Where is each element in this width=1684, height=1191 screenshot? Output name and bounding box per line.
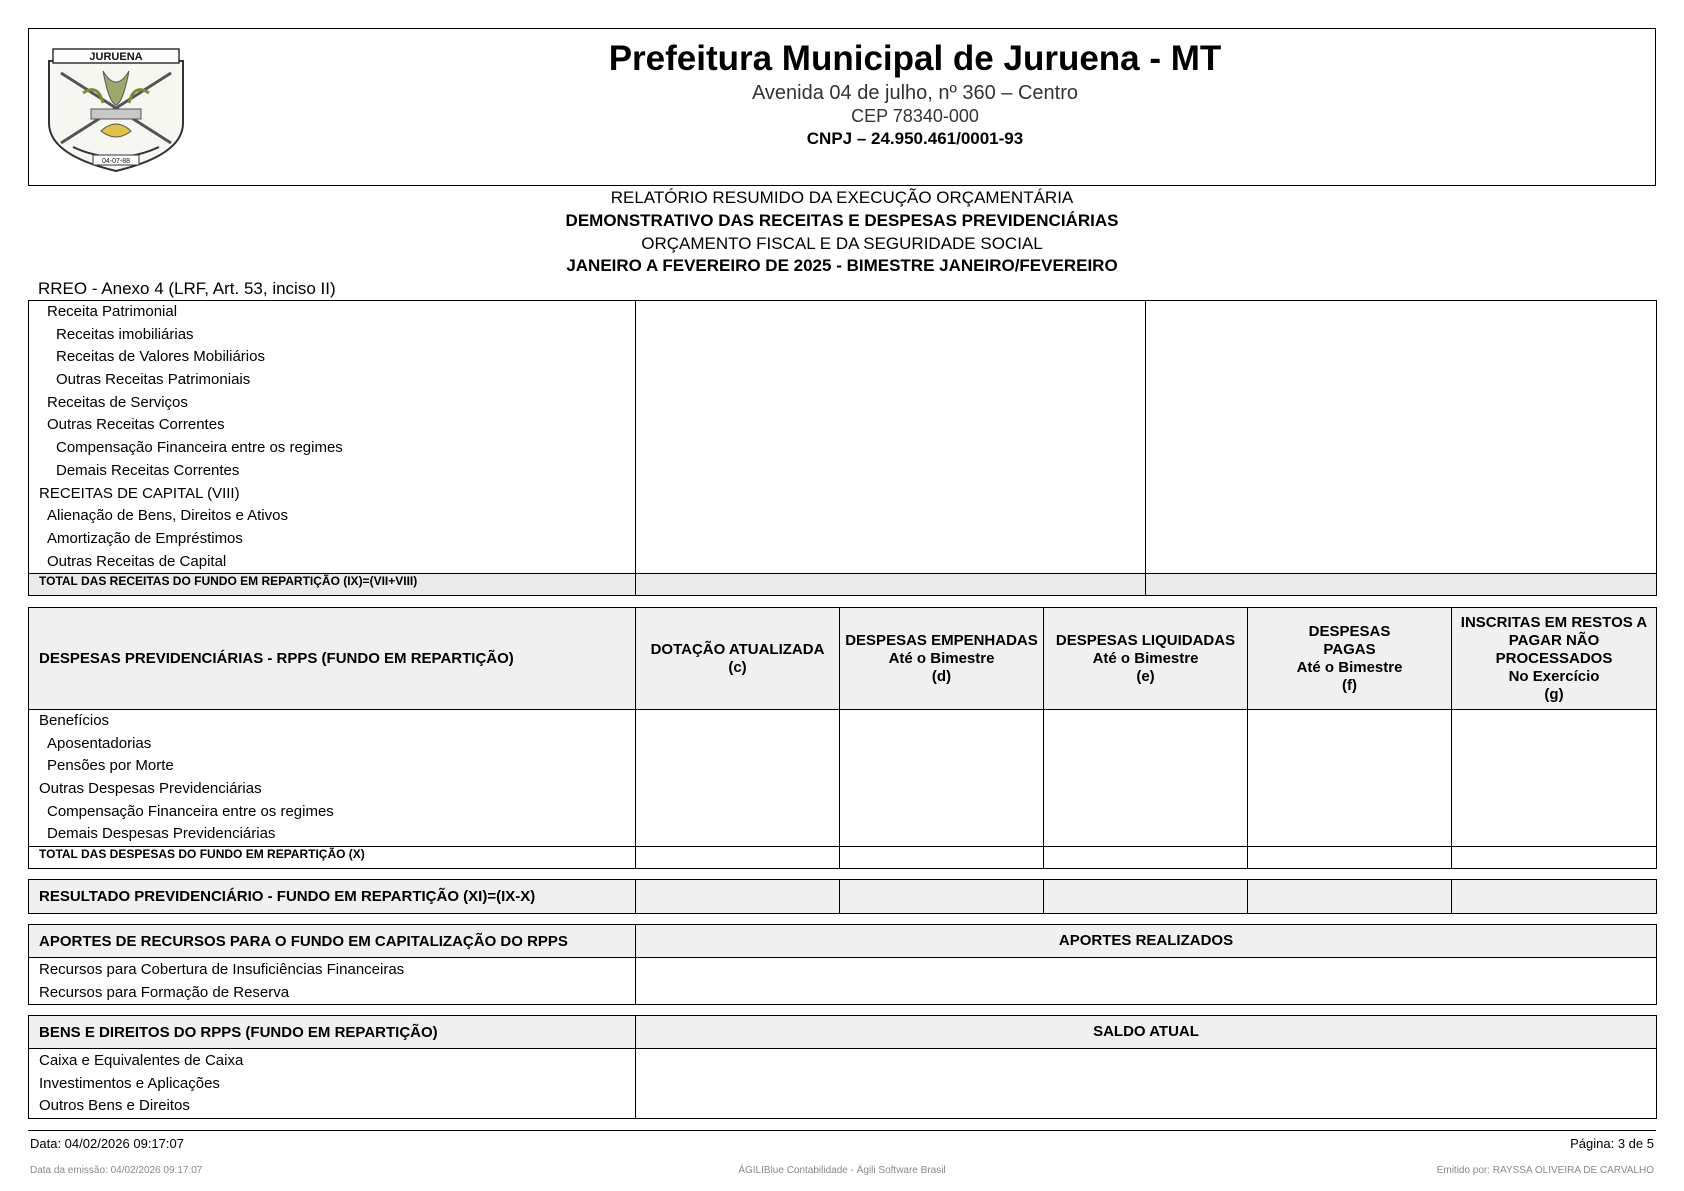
footer-date: Data: 04/02/2026 09:17:07 — [30, 1136, 184, 1151]
bens-label-cell — [29, 1049, 636, 1119]
aportes-row-cobertura: Recursos para Cobertura de Insuficiências Financeiras — [39, 961, 405, 978]
receitas-row: Receitas de Valores Mobiliários — [56, 348, 265, 366]
header-box — [28, 28, 1656, 186]
despesas-table — [28, 607, 1657, 869]
resultado-label: RESULTADO PREVIDENCIÁRIO - FUNDO EM REPARTIÇÃO (XI)=(IX-X) — [29, 880, 636, 914]
receitas-row: Receita Patrimonial — [47, 303, 178, 320]
report-title-line-3: ORÇAMENTO FISCAL E DA SEGURIDADE SOCIAL — [641, 234, 1043, 253]
logo-date: 04-07-88 — [101, 158, 131, 165]
municipality-name: Prefeitura Municipal de Juruena - MT — [608, 39, 1222, 78]
receitas-row: Outras Receitas Patrimoniais — [56, 371, 251, 389]
bens-value-cell — [636, 1049, 1657, 1119]
logo-text: JURUENA — [89, 51, 143, 63]
report-title-line-1: RELATÓRIO RESUMIDO DA EXECUÇÃO ORÇAMENTÁRIA — [610, 188, 1074, 207]
despesas-label-cell — [29, 710, 636, 847]
bens-row-investimentos: Investimentos e Aplicações — [39, 1074, 220, 1092]
despesas-row: Compensação Financeira entre os regimes — [47, 802, 334, 820]
bens-table — [28, 1015, 1657, 1119]
receitas-total-value-1 — [636, 574, 1146, 596]
despesas-row: Outras Despesas Previdenciárias — [39, 780, 262, 798]
col-restos-a-pagar: INSCRITAS EM RESTOS A PAGAR NÃO PROCESSADOS No Exercício (g) — [1452, 608, 1657, 710]
footer-issued-by: Emitido por: RAYSSA OLIVEIRA DE CARVALHO — [1436, 1165, 1654, 1176]
despesas-body-row — [29, 710, 1657, 847]
receitas-row: Amortização de Empréstimos — [47, 529, 243, 547]
aportes-row-reserva: Recursos para Formação de Reserva — [39, 983, 290, 1001]
receitas-row: Compensação Financeira entre os regimes — [56, 439, 343, 457]
despesas-header-row — [29, 608, 1657, 710]
report-title-line-4: JANEIRO A FEVEREIRO DE 2025 - BIMESTRE JANEIRO/FEVEREIRO — [566, 256, 1118, 275]
cnpj: CNPJ – 24.950.461/0001-93 — [806, 129, 1024, 148]
receitas-row: Outras Receitas de Capital — [47, 552, 227, 570]
receitas-rows — [29, 301, 635, 573]
despesas-header-label: DESPESAS PREVIDENCIÁRIAS - RPPS (FUNDO EM REPARTIÇÃO) — [29, 608, 636, 710]
bens-row-caixa: Caixa e Equivalentes de Caixa — [39, 1052, 244, 1069]
col-dotacao-atualizada: DOTAÇÃO ATUALIZADA (c) — [636, 608, 840, 710]
anexo-label: RREO - Anexo 4 (LRF, Art. 53, inciso II) — [38, 279, 336, 298]
receitas-label-cell — [29, 301, 636, 574]
aportes-label-cell — [29, 958, 636, 1005]
receitas-row: Receitas imobiliárias — [56, 325, 194, 343]
despesas-row: Demais Despesas Previdenciárias — [47, 825, 276, 843]
despesas-value-c — [636, 710, 840, 847]
receitas-total-label: TOTAL DAS RECEITAS DO FUNDO EM REPARTIÇÃO (IX)=(VII+VIII) — [29, 574, 636, 596]
footer-page-number: Página: 3 de 5 — [1570, 1136, 1654, 1151]
col-despesas-empenhadas: DESPESAS EMPENHADAS Até o Bimestre (d) — [840, 608, 1044, 710]
col-aportes-realizados: APORTES REALIZADOS — [636, 925, 1657, 958]
despesas-row: Pensões por Morte — [47, 757, 174, 775]
receitas-value-cell-1 — [636, 301, 1146, 574]
despesas-row: Benefícios — [39, 712, 110, 729]
resultado-table — [28, 879, 1657, 914]
col-saldo-atual: SALDO ATUAL — [636, 1016, 1657, 1049]
aportes-table — [28, 924, 1657, 1005]
aportes-value-cell — [636, 958, 1657, 1005]
despesas-row: Aposentadorias — [47, 734, 152, 752]
despesas-value-g — [1452, 710, 1657, 847]
bens-row-outros: Outros Bens e Direitos — [39, 1097, 190, 1115]
footer-emission-date: Data da emissão: 04/02/2026 09:17:07 — [30, 1165, 203, 1176]
despesas-value-d — [840, 710, 1044, 847]
despesas-total-label: TOTAL DAS DESPESAS DO FUNDO EM REPARTIÇÃO (X) — [29, 847, 636, 869]
receitas-total-row — [29, 574, 1657, 596]
col-despesas-pagas: DESPESAS PAGAS Até o Bimestre (f) — [1248, 608, 1452, 710]
footer-software: ÁGILIBlue Contabilidade - Ágili Software Brasil — [738, 1165, 946, 1176]
despesas-rows — [29, 710, 635, 846]
receitas-value-cell-2 — [1146, 301, 1657, 574]
report-title-line-2: DEMONSTRATIVO DAS RECEITAS E DESPESAS PREVIDENCIÁRIAS — [565, 211, 1119, 230]
receitas-row: Receitas de Serviços — [47, 393, 188, 411]
col-despesas-liquidadas: DESPESAS LIQUIDADAS Até o Bimestre (e) — [1044, 608, 1248, 710]
receitas-row: Demais Receitas Correntes — [56, 461, 240, 479]
cep: CEP 78340-000 — [851, 106, 979, 126]
address: Avenida 04 de julho, nº 360 – Centro — [751, 82, 1079, 104]
receitas-total-value-2 — [1146, 574, 1657, 596]
despesas-value-e — [1044, 710, 1248, 847]
despesas-value-f — [1248, 710, 1452, 847]
receitas-table — [28, 300, 1657, 596]
bens-header-label: BENS E DIREITOS DO RPPS (FUNDO EM REPARTIÇÃO) — [29, 1016, 636, 1049]
receitas-row: Alienação de Bens, Direitos e Ativos — [47, 507, 288, 525]
despesas-total-row — [29, 847, 1657, 869]
receitas-row: Outras Receitas Correntes — [47, 416, 225, 434]
receitas-row: RECEITAS DE CAPITAL (VIII) — [39, 484, 240, 502]
footer-divider — [28, 1130, 1656, 1131]
aportes-header-label: APORTES DE RECURSOS PARA O FUNDO EM CAPITALIZAÇÃO DO RPPS — [29, 925, 636, 958]
